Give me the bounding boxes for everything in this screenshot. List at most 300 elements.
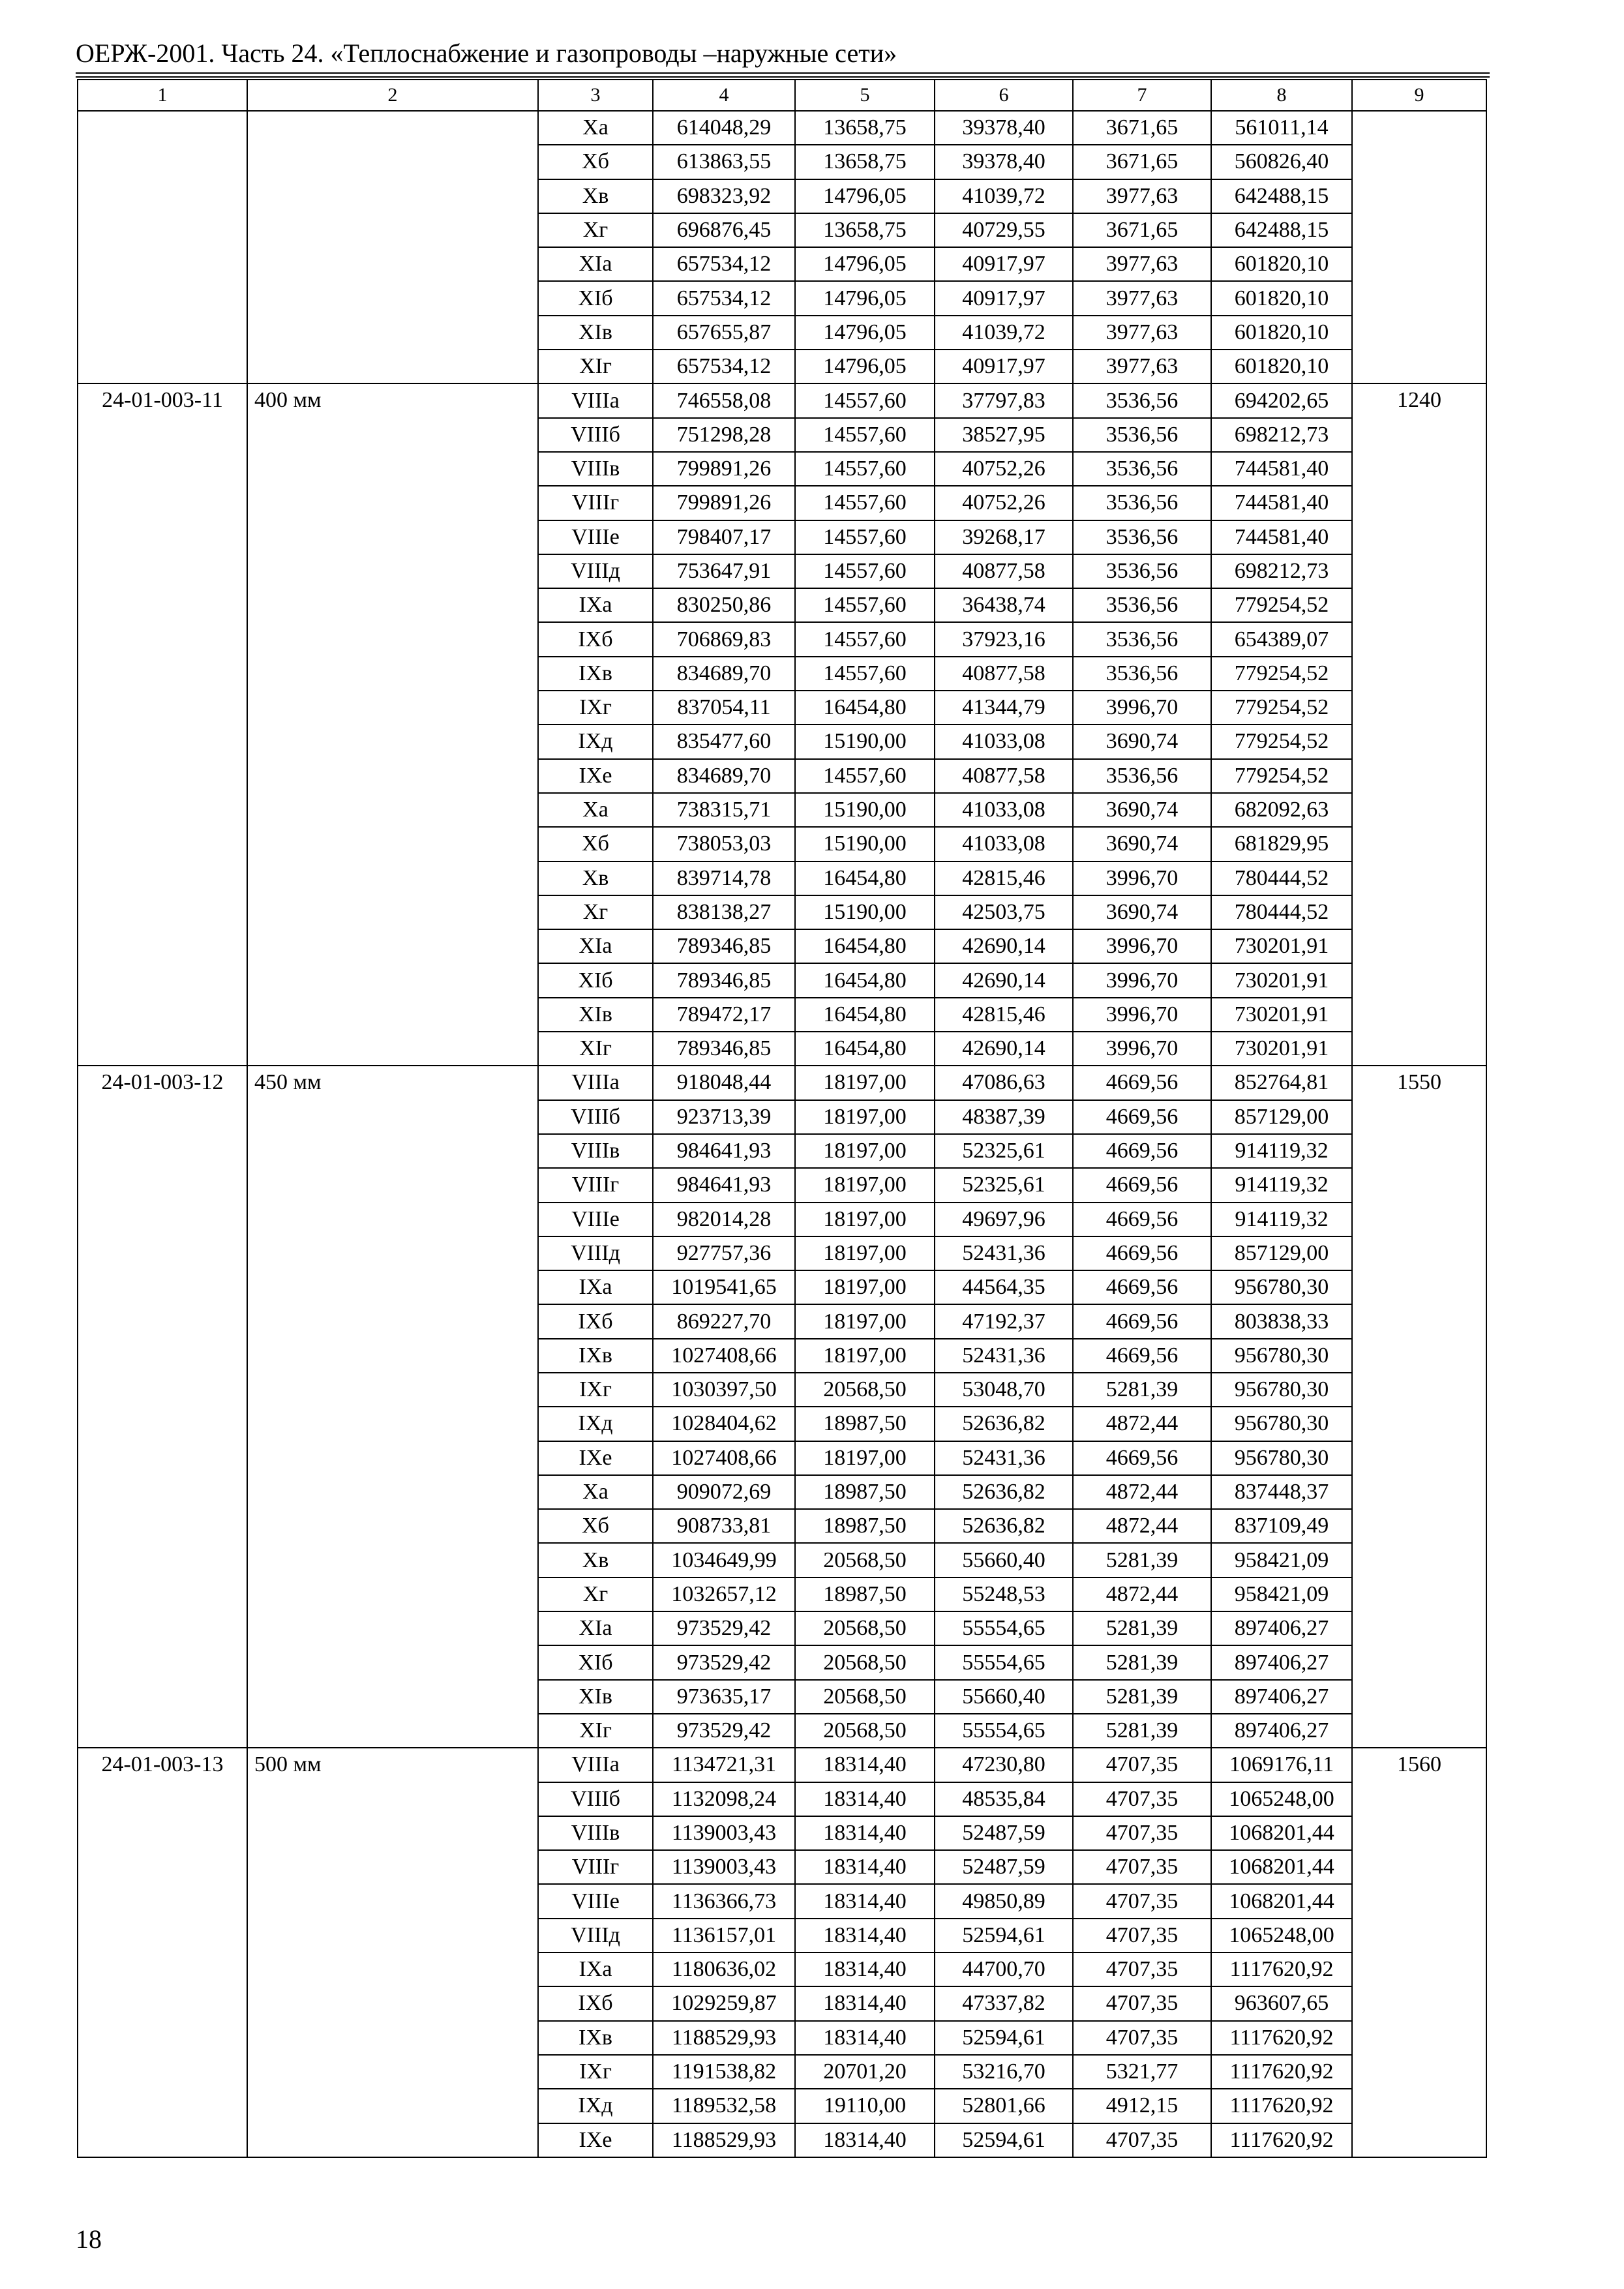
value-cell: 789472,17 — [653, 998, 795, 1032]
value-cell: 1117620,92 — [1211, 2123, 1352, 2157]
region-cell: Ха — [538, 1475, 653, 1509]
column-header: 1 — [78, 80, 247, 111]
value-cell: 837109,49 — [1211, 1509, 1352, 1543]
value-cell: 14557,60 — [795, 418, 935, 452]
column9-cell: 1240 — [1352, 383, 1486, 1066]
value-cell: 830250,86 — [653, 588, 795, 622]
value-cell: 55554,65 — [935, 1611, 1073, 1645]
column-header: 4 — [653, 80, 795, 111]
value-cell: 18314,40 — [795, 1782, 935, 1816]
value-cell: 52487,59 — [935, 1816, 1073, 1850]
value-cell: 1030397,50 — [653, 1373, 795, 1407]
column-header: 8 — [1211, 80, 1352, 111]
region-cell: VIIIд — [538, 1919, 653, 1952]
value-cell: 738053,03 — [653, 827, 795, 861]
region-cell: ХIв — [538, 316, 653, 350]
value-cell: 3690,74 — [1073, 725, 1211, 758]
value-cell: 857129,00 — [1211, 1236, 1352, 1270]
region-cell: VIIIа — [538, 1748, 653, 1782]
value-cell: 52325,61 — [935, 1168, 1073, 1202]
value-cell: 14796,05 — [795, 281, 935, 315]
region-cell: IXб — [538, 1304, 653, 1338]
value-cell: 52636,82 — [935, 1475, 1073, 1509]
value-cell: 47230,80 — [935, 1748, 1073, 1782]
value-cell: 780444,52 — [1211, 895, 1352, 929]
value-cell: 834689,70 — [653, 759, 795, 793]
value-cell: 4912,15 — [1073, 2089, 1211, 2123]
value-cell: 789346,85 — [653, 963, 795, 997]
header-rule-second — [76, 76, 1490, 78]
value-cell: 657655,87 — [653, 316, 795, 350]
column-header: 3 — [538, 80, 653, 111]
value-cell: 52431,36 — [935, 1236, 1073, 1270]
region-cell: IXа — [538, 588, 653, 622]
value-cell: 20568,50 — [795, 1714, 935, 1748]
value-cell: 838138,27 — [653, 895, 795, 929]
region-cell: IXе — [538, 759, 653, 793]
value-cell: 4669,56 — [1073, 1100, 1211, 1134]
value-cell: 41039,72 — [935, 316, 1073, 350]
value-cell: 13658,75 — [795, 213, 935, 247]
value-cell: 40729,55 — [935, 213, 1073, 247]
value-cell: 730201,91 — [1211, 963, 1352, 997]
region-cell: VIIIе — [538, 1203, 653, 1236]
value-cell: 3536,56 — [1073, 486, 1211, 520]
value-cell: 14796,05 — [795, 247, 935, 281]
value-cell: 18197,00 — [795, 1134, 935, 1168]
value-cell: 18314,40 — [795, 1986, 935, 2020]
region-cell: ХIа — [538, 929, 653, 963]
region-cell: IXб — [538, 1986, 653, 2020]
value-cell: 973635,17 — [653, 1680, 795, 1714]
region-cell: Хб — [538, 1509, 653, 1543]
value-cell: 18314,40 — [795, 2021, 935, 2055]
value-cell: 3996,70 — [1073, 861, 1211, 895]
value-cell: 4707,35 — [1073, 1986, 1211, 2020]
value-cell: 1180636,02 — [653, 1952, 795, 1986]
value-cell: 799891,26 — [653, 452, 795, 486]
region-cell: ХIа — [538, 1611, 653, 1645]
value-cell: 41033,08 — [935, 725, 1073, 758]
value-cell: 1132098,24 — [653, 1782, 795, 1816]
value-cell: 4669,56 — [1073, 1304, 1211, 1338]
value-cell: 14796,05 — [795, 316, 935, 350]
value-cell: 4872,44 — [1073, 1407, 1211, 1441]
value-cell: 18987,50 — [795, 1407, 935, 1441]
region-cell: VIIIд — [538, 1236, 653, 1270]
value-cell: 914119,32 — [1211, 1168, 1352, 1202]
value-cell: 42690,14 — [935, 1032, 1073, 1066]
value-cell: 657534,12 — [653, 281, 795, 315]
value-cell: 3996,70 — [1073, 1032, 1211, 1066]
value-cell: 642488,15 — [1211, 179, 1352, 213]
value-cell: 956780,30 — [1211, 1270, 1352, 1304]
value-cell: 40917,97 — [935, 247, 1073, 281]
region-cell: IXд — [538, 1407, 653, 1441]
region-cell: VIIIг — [538, 1850, 653, 1884]
value-cell: 4669,56 — [1073, 1203, 1211, 1236]
value-cell: 18314,40 — [795, 1850, 935, 1884]
value-cell: 3671,65 — [1073, 111, 1211, 145]
value-cell: 16454,80 — [795, 1032, 935, 1066]
value-cell: 52801,66 — [935, 2089, 1073, 2123]
value-cell: 14557,60 — [795, 486, 935, 520]
value-cell: 973529,42 — [653, 1611, 795, 1645]
value-cell: 1117620,92 — [1211, 2089, 1352, 2123]
value-cell: 4707,35 — [1073, 1952, 1211, 1986]
page-number: 18 — [76, 2224, 102, 2254]
value-cell: 38527,95 — [935, 418, 1073, 452]
value-cell: 1065248,00 — [1211, 1919, 1352, 1952]
value-cell: 19110,00 — [795, 2089, 935, 2123]
value-cell: 696876,45 — [653, 213, 795, 247]
region-cell: VIIIб — [538, 1782, 653, 1816]
region-cell: VIIIв — [538, 452, 653, 486]
value-cell: 5281,39 — [1073, 1680, 1211, 1714]
value-cell: 36438,74 — [935, 588, 1073, 622]
value-cell: 40917,97 — [935, 350, 1073, 383]
value-cell: 42690,14 — [935, 929, 1073, 963]
value-cell: 1117620,92 — [1211, 1952, 1352, 1986]
value-cell: 1136366,73 — [653, 1884, 795, 1918]
value-cell: 803838,33 — [1211, 1304, 1352, 1338]
region-cell: ХIб — [538, 963, 653, 997]
value-cell: 14557,60 — [795, 383, 935, 417]
value-cell: 3536,56 — [1073, 383, 1211, 417]
value-cell: 779254,52 — [1211, 759, 1352, 793]
value-cell: 3996,70 — [1073, 998, 1211, 1032]
value-cell: 42815,46 — [935, 861, 1073, 895]
value-cell: 15190,00 — [795, 725, 935, 758]
value-cell: 601820,10 — [1211, 281, 1352, 315]
value-cell: 40877,58 — [935, 554, 1073, 588]
value-cell: 4872,44 — [1073, 1578, 1211, 1611]
value-cell: 18314,40 — [795, 1919, 935, 1952]
value-cell: 18987,50 — [795, 1475, 935, 1509]
region-cell: Ха — [538, 111, 653, 145]
value-cell: 908733,81 — [653, 1509, 795, 1543]
value-cell: 973529,42 — [653, 1714, 795, 1748]
value-cell: 642488,15 — [1211, 213, 1352, 247]
value-cell: 20568,50 — [795, 1680, 935, 1714]
value-cell: 613863,55 — [653, 145, 795, 179]
region-cell: ХIг — [538, 350, 653, 383]
region-cell: ХIг — [538, 1032, 653, 1066]
column-header: 6 — [935, 80, 1073, 111]
value-cell: 730201,91 — [1211, 929, 1352, 963]
value-cell: 5281,39 — [1073, 1543, 1211, 1577]
value-cell: 958421,09 — [1211, 1543, 1352, 1577]
value-cell: 4707,35 — [1073, 1816, 1211, 1850]
value-cell: 657534,12 — [653, 247, 795, 281]
value-cell: 1068201,44 — [1211, 1816, 1352, 1850]
value-cell: 5281,39 — [1073, 1373, 1211, 1407]
value-cell: 14557,60 — [795, 520, 935, 554]
header-rule — [76, 72, 1490, 74]
value-cell: 897406,27 — [1211, 1714, 1352, 1748]
value-cell: 53216,70 — [935, 2055, 1073, 2089]
region-cell: IXд — [538, 725, 653, 758]
value-cell: 18314,40 — [795, 1952, 935, 1986]
region-cell: VIIIб — [538, 418, 653, 452]
value-cell: 18314,40 — [795, 1884, 935, 1918]
region-cell: VIIIе — [538, 1884, 653, 1918]
region-cell: Ха — [538, 793, 653, 827]
column9-cell: 1560 — [1352, 1748, 1486, 2157]
value-cell: 738315,71 — [653, 793, 795, 827]
value-cell: 753647,91 — [653, 554, 795, 588]
value-cell: 1027408,66 — [653, 1441, 795, 1475]
value-cell: 1068201,44 — [1211, 1884, 1352, 1918]
region-cell: IXв — [538, 1339, 653, 1373]
value-cell: 40877,58 — [935, 657, 1073, 691]
value-cell: 973529,42 — [653, 1645, 795, 1679]
value-cell: 1065248,00 — [1211, 1782, 1352, 1816]
value-cell: 923713,39 — [653, 1100, 795, 1134]
value-cell: 698212,73 — [1211, 554, 1352, 588]
value-cell: 857129,00 — [1211, 1100, 1352, 1134]
value-cell: 694202,65 — [1211, 383, 1352, 417]
value-cell: 20701,20 — [795, 2055, 935, 2089]
region-cell: IXв — [538, 2021, 653, 2055]
value-cell: 560826,40 — [1211, 145, 1352, 179]
region-cell: Хг — [538, 1578, 653, 1611]
value-cell: 52431,36 — [935, 1339, 1073, 1373]
value-cell: 14557,60 — [795, 759, 935, 793]
region-cell: VIIIв — [538, 1816, 653, 1850]
value-cell: 16454,80 — [795, 861, 935, 895]
value-cell: 14557,60 — [795, 554, 935, 588]
region-cell: IXб — [538, 622, 653, 656]
value-cell: 982014,28 — [653, 1203, 795, 1236]
value-cell: 1188529,93 — [653, 2021, 795, 2055]
column9-cell: 1550 — [1352, 1066, 1486, 1748]
rate-code-cell: 24-01-003-13 — [78, 1748, 247, 2157]
value-cell: 730201,91 — [1211, 998, 1352, 1032]
rate-code-cell: 24-01-003-12 — [78, 1066, 247, 1748]
value-cell: 13658,75 — [795, 111, 935, 145]
value-cell: 14557,60 — [795, 657, 935, 691]
value-cell: 4872,44 — [1073, 1475, 1211, 1509]
value-cell: 730201,91 — [1211, 1032, 1352, 1066]
value-cell: 52594,61 — [935, 2021, 1073, 2055]
value-cell: 44700,70 — [935, 1952, 1073, 1986]
value-cell: 44564,35 — [935, 1270, 1073, 1304]
region-cell: Хв — [538, 179, 653, 213]
value-cell: 13658,75 — [795, 145, 935, 179]
value-cell: 837448,37 — [1211, 1475, 1352, 1509]
page-header: ОЕРЖ-2001. Часть 24. «Теплоснабжение и газопроводы –наружные сети» — [76, 38, 897, 68]
value-cell: 18197,00 — [795, 1339, 935, 1373]
value-cell: 5281,39 — [1073, 1611, 1211, 1645]
value-cell: 18314,40 — [795, 2123, 935, 2157]
value-cell: 55660,40 — [935, 1543, 1073, 1577]
column-header: 9 — [1352, 80, 1486, 111]
region-cell: VIIIд — [538, 554, 653, 588]
value-cell: 39378,40 — [935, 111, 1073, 145]
value-cell: 1027408,66 — [653, 1339, 795, 1373]
value-cell: 5321,77 — [1073, 2055, 1211, 2089]
value-cell: 52325,61 — [935, 1134, 1073, 1168]
value-cell: 3977,63 — [1073, 316, 1211, 350]
value-cell: 15190,00 — [795, 895, 935, 929]
value-cell: 1134721,31 — [653, 1748, 795, 1782]
value-cell: 798407,17 — [653, 520, 795, 554]
region-cell: ХIв — [538, 1680, 653, 1714]
value-cell: 48387,39 — [935, 1100, 1073, 1134]
value-cell: 852764,81 — [1211, 1066, 1352, 1100]
value-cell: 37797,83 — [935, 383, 1073, 417]
region-cell: IXе — [538, 1441, 653, 1475]
value-cell: 834689,70 — [653, 657, 795, 691]
value-cell: 918048,44 — [653, 1066, 795, 1100]
value-cell: 3671,65 — [1073, 213, 1211, 247]
value-cell: 3536,56 — [1073, 554, 1211, 588]
value-cell: 1139003,43 — [653, 1816, 795, 1850]
region-cell: Хв — [538, 861, 653, 895]
value-cell: 1028404,62 — [653, 1407, 795, 1441]
value-cell: 3536,56 — [1073, 588, 1211, 622]
value-cell: 4707,35 — [1073, 1782, 1211, 1816]
value-cell: 799891,26 — [653, 486, 795, 520]
value-cell: 682092,63 — [1211, 793, 1352, 827]
value-cell: 706869,83 — [653, 622, 795, 656]
value-cell: 40752,26 — [935, 452, 1073, 486]
region-cell: VIIIг — [538, 1168, 653, 1202]
value-cell: 956780,30 — [1211, 1441, 1352, 1475]
value-cell: 4669,56 — [1073, 1339, 1211, 1373]
value-cell: 4669,56 — [1073, 1270, 1211, 1304]
value-cell: 14557,60 — [795, 452, 935, 486]
value-cell: 654389,07 — [1211, 622, 1352, 656]
value-cell: 41033,08 — [935, 793, 1073, 827]
region-cell: ХIб — [538, 1645, 653, 1679]
value-cell: 55554,65 — [935, 1714, 1073, 1748]
region-cell: ХIа — [538, 247, 653, 281]
region-cell: Хг — [538, 213, 653, 247]
value-cell: 897406,27 — [1211, 1680, 1352, 1714]
value-cell: 40877,58 — [935, 759, 1073, 793]
pipe-size-cell — [247, 111, 538, 383]
value-cell: 601820,10 — [1211, 247, 1352, 281]
value-cell: 15190,00 — [795, 793, 935, 827]
value-cell: 14796,05 — [795, 350, 935, 383]
table-row — [78, 383, 1486, 417]
value-cell: 4707,35 — [1073, 1748, 1211, 1782]
value-cell: 39268,17 — [935, 520, 1073, 554]
value-cell: 55248,53 — [935, 1578, 1073, 1611]
value-cell: 3977,63 — [1073, 179, 1211, 213]
region-cell: VIIIг — [538, 486, 653, 520]
value-cell: 18314,40 — [795, 1748, 935, 1782]
value-cell: 780444,52 — [1211, 861, 1352, 895]
value-cell: 16454,80 — [795, 691, 935, 725]
value-cell: 3996,70 — [1073, 691, 1211, 725]
value-cell: 52431,36 — [935, 1441, 1073, 1475]
value-cell: 42690,14 — [935, 963, 1073, 997]
value-cell: 16454,80 — [795, 929, 935, 963]
region-cell: IXа — [538, 1952, 653, 1986]
value-cell: 48535,84 — [935, 1782, 1073, 1816]
pipe-size-cell: 450 мм — [247, 1066, 538, 1748]
value-cell: 20568,50 — [795, 1543, 935, 1577]
value-cell: 20568,50 — [795, 1373, 935, 1407]
region-cell: Хб — [538, 145, 653, 179]
value-cell: 4669,56 — [1073, 1441, 1211, 1475]
value-cell: 40917,97 — [935, 281, 1073, 315]
value-cell: 869227,70 — [653, 1304, 795, 1338]
column-header: 7 — [1073, 80, 1211, 111]
value-cell: 4707,35 — [1073, 2021, 1211, 2055]
value-cell: 897406,27 — [1211, 1611, 1352, 1645]
value-cell: 927757,36 — [653, 1236, 795, 1270]
value-cell: 909072,69 — [653, 1475, 795, 1509]
value-cell: 39378,40 — [935, 145, 1073, 179]
value-cell: 4669,56 — [1073, 1066, 1211, 1100]
region-cell: ХIг — [538, 1714, 653, 1748]
value-cell: 52594,61 — [935, 1919, 1073, 1952]
table-row — [78, 1748, 1486, 1782]
value-cell: 14557,60 — [795, 622, 935, 656]
value-cell: 49697,96 — [935, 1203, 1073, 1236]
table-row — [78, 111, 1486, 145]
rate-code-cell — [78, 111, 247, 383]
region-cell: IXг — [538, 2055, 653, 2089]
value-cell: 1189532,58 — [653, 2089, 795, 2123]
value-cell: 601820,10 — [1211, 350, 1352, 383]
column-header: 5 — [795, 80, 935, 111]
value-cell: 52636,82 — [935, 1407, 1073, 1441]
value-cell: 3977,63 — [1073, 281, 1211, 315]
region-cell: IXд — [538, 2089, 653, 2123]
value-cell: 47086,63 — [935, 1066, 1073, 1100]
value-cell: 37923,16 — [935, 622, 1073, 656]
value-cell: 18197,00 — [795, 1304, 935, 1338]
value-cell: 52487,59 — [935, 1850, 1073, 1884]
region-cell: IXг — [538, 691, 653, 725]
value-cell: 1019541,65 — [653, 1270, 795, 1304]
region-cell: ХIв — [538, 998, 653, 1032]
value-cell: 40752,26 — [935, 486, 1073, 520]
value-cell: 914119,32 — [1211, 1134, 1352, 1168]
region-cell: Хб — [538, 827, 653, 861]
value-cell: 789346,85 — [653, 929, 795, 963]
value-cell: 657534,12 — [653, 350, 795, 383]
value-cell: 3977,63 — [1073, 350, 1211, 383]
value-cell: 1032657,12 — [653, 1578, 795, 1611]
value-cell: 744581,40 — [1211, 452, 1352, 486]
value-cell: 3536,56 — [1073, 657, 1211, 691]
pipe-size-cell: 500 мм — [247, 1748, 538, 2157]
value-cell: 779254,52 — [1211, 657, 1352, 691]
value-cell: 52594,61 — [935, 2123, 1073, 2157]
value-cell: 18987,50 — [795, 1578, 935, 1611]
value-cell: 956780,30 — [1211, 1407, 1352, 1441]
value-cell: 42503,75 — [935, 895, 1073, 929]
value-cell: 1191538,82 — [653, 2055, 795, 2089]
value-cell: 614048,29 — [653, 111, 795, 145]
value-cell: 984641,93 — [653, 1168, 795, 1202]
value-cell: 14557,60 — [795, 588, 935, 622]
value-cell: 18314,40 — [795, 1816, 935, 1850]
value-cell: 1029259,87 — [653, 1986, 795, 2020]
value-cell: 1139003,43 — [653, 1850, 795, 1884]
value-cell: 41039,72 — [935, 179, 1073, 213]
value-cell: 4707,35 — [1073, 1884, 1211, 1918]
value-cell: 751298,28 — [653, 418, 795, 452]
value-cell: 3977,63 — [1073, 247, 1211, 281]
value-cell: 3536,56 — [1073, 520, 1211, 554]
